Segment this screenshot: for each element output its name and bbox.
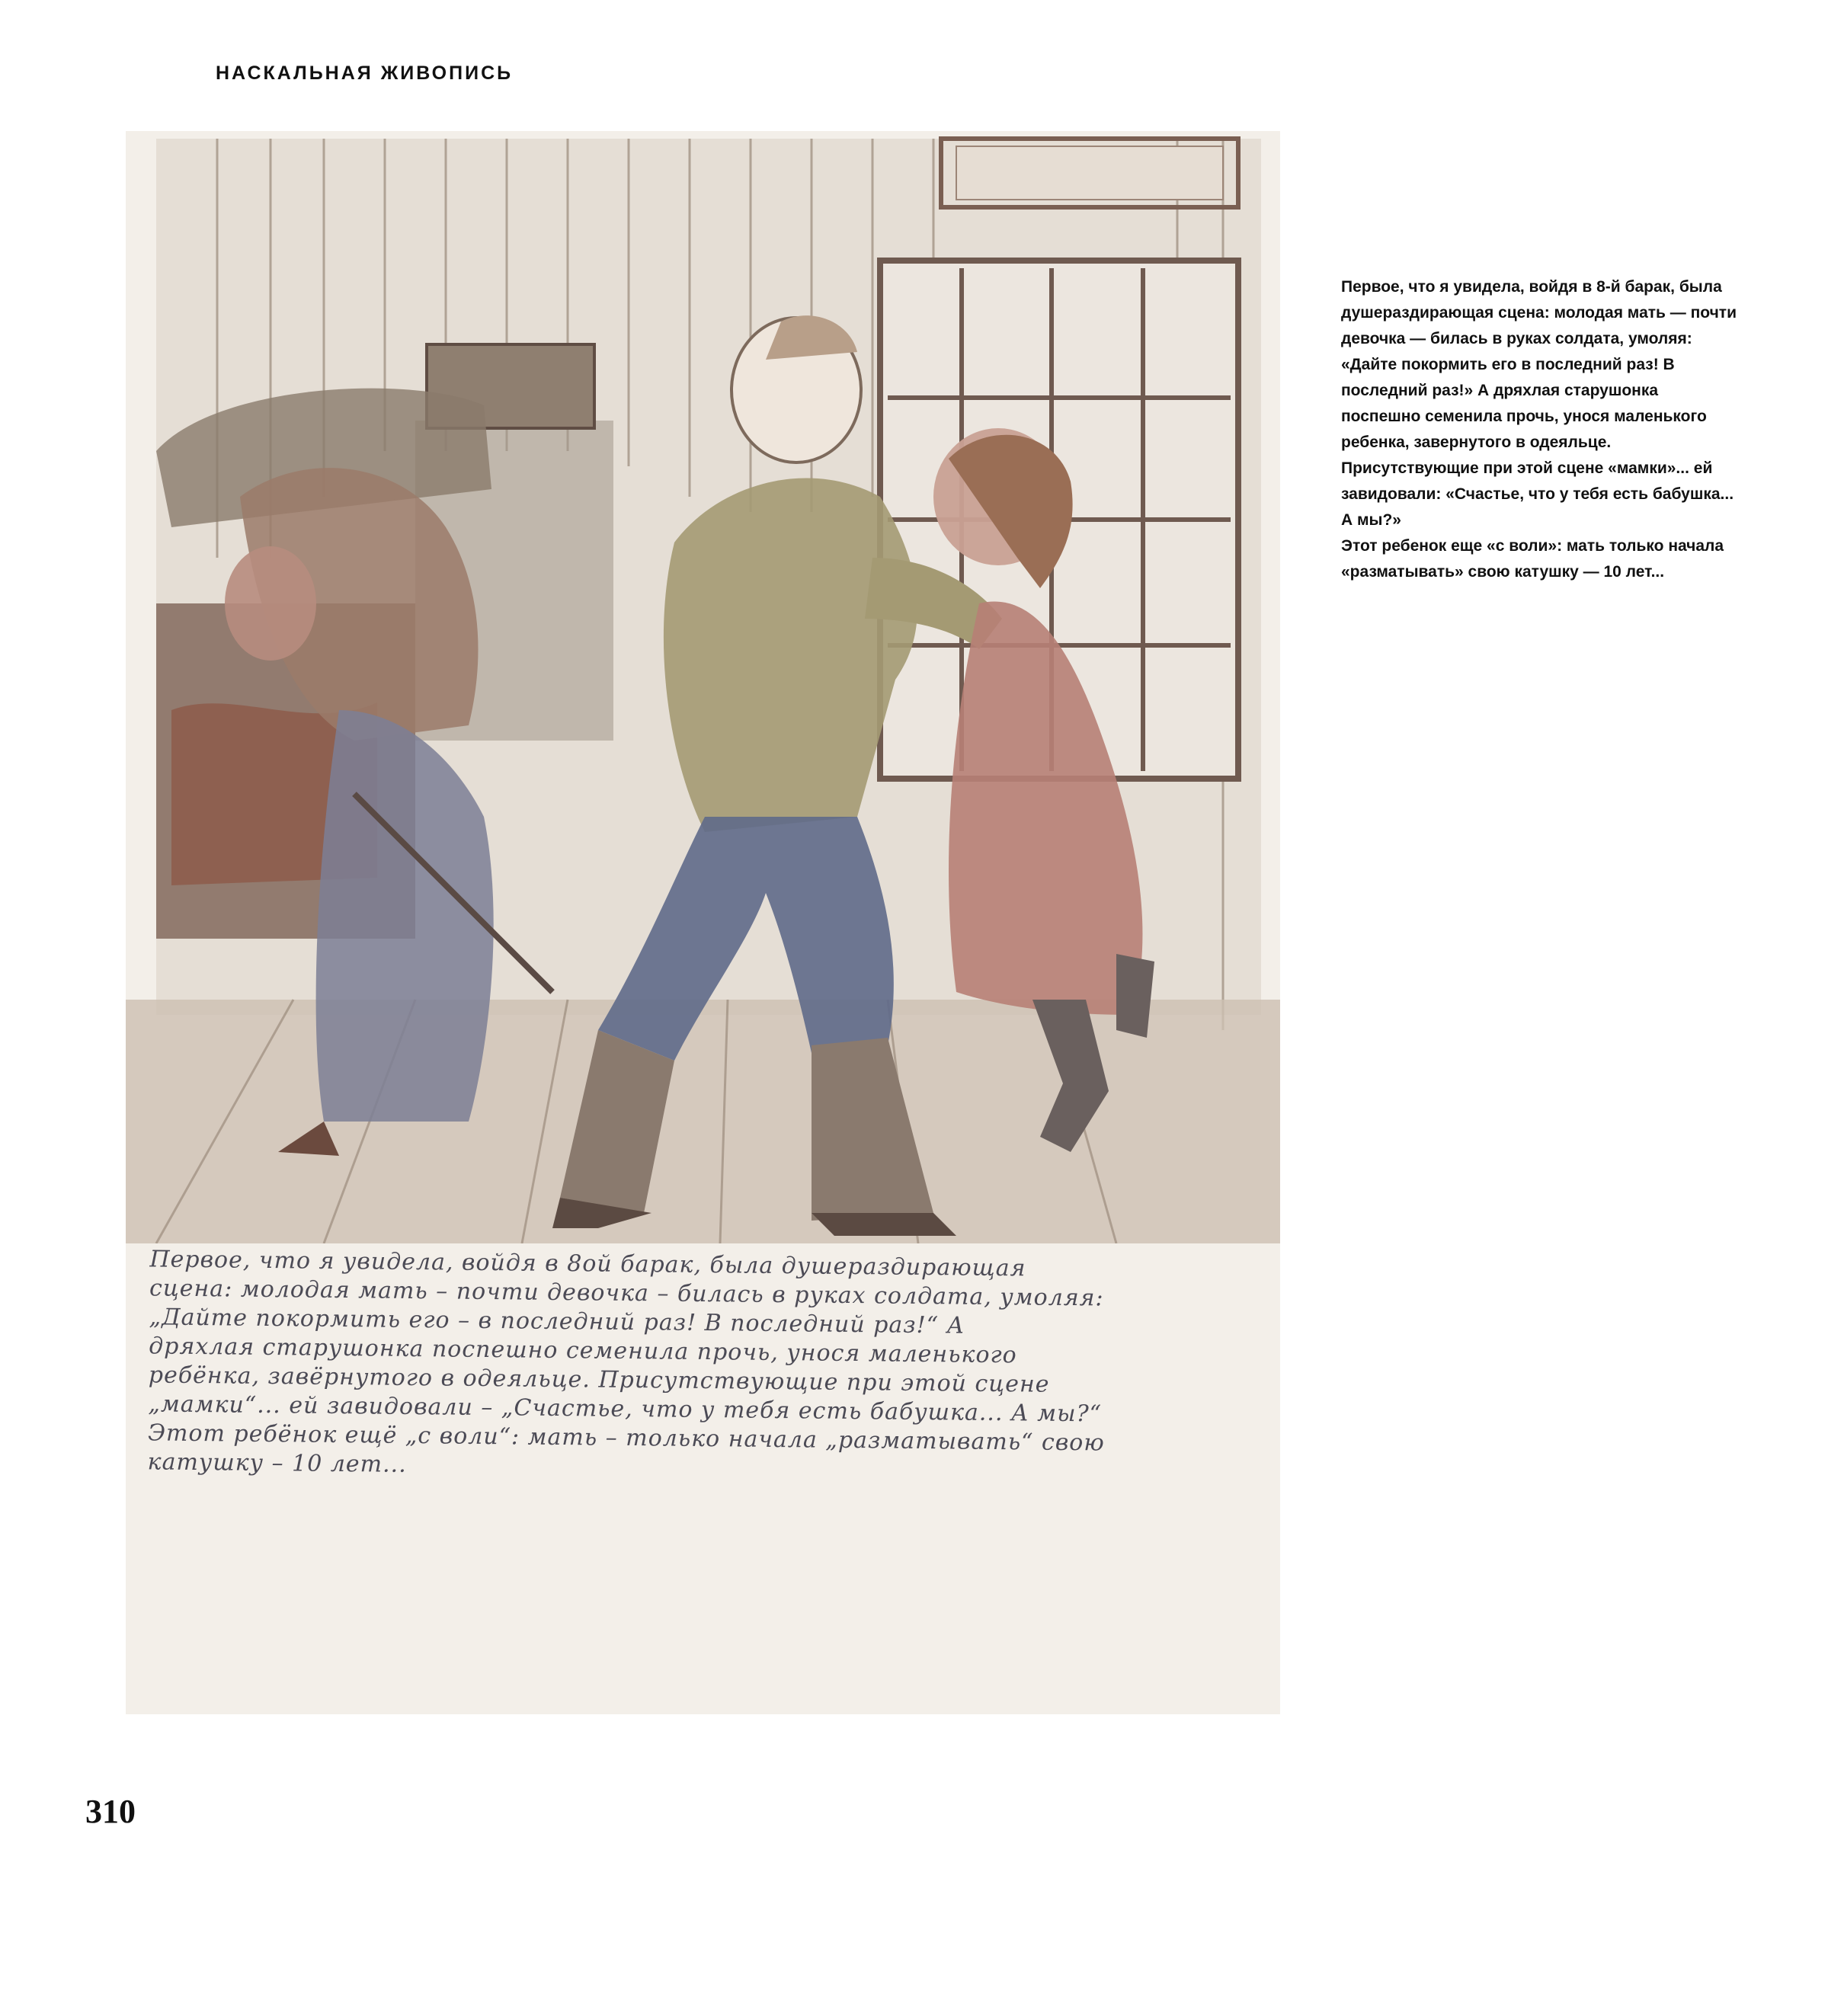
handwritten-line: катушку – 10 лет... (147, 1448, 407, 1478)
handwritten-line: сцена: молодая мать – почти девочка – билась в руках солдата, умоляя: (149, 1275, 1104, 1312)
caption-text (1341, 274, 1737, 585)
handwritten-line: ребёнка, завёрнутого в одеяльце. Присутствующие при этой сцене (148, 1362, 1050, 1398)
handwritten-line: „мамки“... ей завидовали – „Счастье, что у тебя есть бабушка... А мы?“ (148, 1390, 1103, 1428)
caption-paragraph: Первое, что я увидела, войдя в 8-й барак, была душераздирающая сцена: молодая мать — почти девочка — билась в руках солдата, умоляя: «Дайте покормить его в последний раз! В последний раз!» А дряхлая старушонка поспешно семенила прочь, унося маленького ребенка, завернутого в одеяльце. Присутствующие при этой сцене «мамки»... ей завидовали: «Счастье, что у тебя есть бабушка... А мы?» (1341, 278, 1737, 529)
page-number: 310 (85, 1793, 136, 1830)
barrack-scene-illustration (126, 131, 1280, 1714)
handwritten-line: „Дайте покормить его – в последний раз! В последний раз!“ А (149, 1304, 965, 1339)
handwritten-inscription (147, 1245, 1262, 1488)
handwritten-line: Этот ребёнок ещё „с воли“: мать – только начала „разматывать“ свою (147, 1419, 1105, 1457)
handwritten-line: Первое, что я увидела, войдя в 8ой барак, была душераздирающая (149, 1246, 1026, 1282)
running-header: НАСКАЛЬНАЯ ЖИВОПИСЬ (216, 62, 514, 84)
caption-paragraph: Этот ребенок еще «с воли»: мать только начала «разматывать» свою катушку — 10 лет... (1341, 537, 1724, 581)
handwritten-line: дряхлая старушонка поспешно семенила прочь, унося маленького (149, 1333, 1017, 1369)
